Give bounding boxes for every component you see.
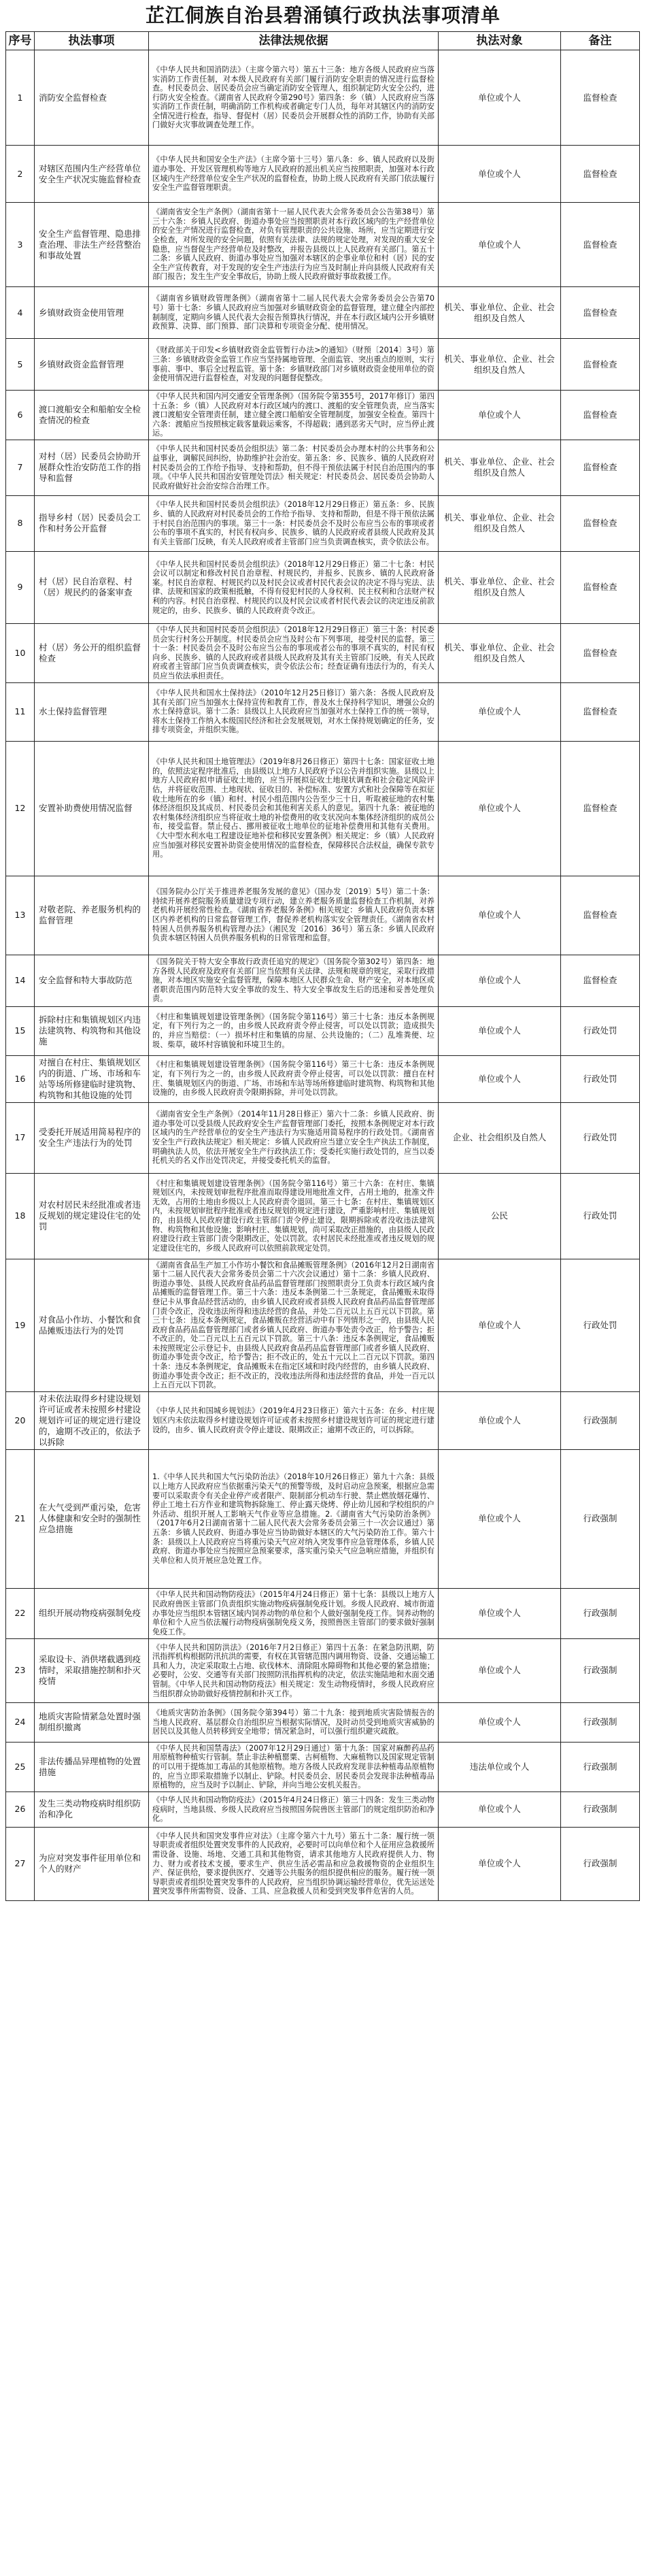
legal-basis: 《中华人民共和国城乡规划法》（2019年4月23日修正）第六十五条：在乡、村庄规划区内未依法取得乡村建设规划许可证或者未按照乡村建设规划许可证的规定进行建设的，由乡、镇人民政府责令停止建设、限期改正；逾期不改正的，可以拆除。 bbox=[149, 1391, 439, 1449]
row-note: 监督检查 bbox=[561, 50, 640, 146]
row-note: 行政处罚 bbox=[561, 1102, 640, 1173]
enforcement-target: 单位或个人 bbox=[439, 203, 561, 287]
table-row bbox=[6, 1259, 640, 1391]
enforcement-table bbox=[5, 31, 640, 1901]
enforcement-target: 单位或个人 bbox=[439, 50, 561, 146]
row-note: 行政强制 bbox=[561, 1742, 640, 1791]
enforcement-target: 单位或个人 bbox=[439, 1449, 561, 1588]
enforcement-target: 单位或个人 bbox=[439, 391, 561, 440]
header-no: 序号 bbox=[6, 32, 35, 50]
row-note: 行政强制 bbox=[561, 1638, 640, 1702]
enforcement-target: 机关、事业单位、企业、社会组织及自然人 bbox=[439, 287, 561, 339]
row-note: 监督检查 bbox=[561, 391, 640, 440]
legal-basis: 《湖南省安全生产条例》（2014年11月28日修正）第六十二条：乡镇人民政府、街道办事处可以受县级人民政府安全生产监督管理部门委托，按照本条例规定对本行政区域内的生产经营单位的安全生产违法行为实施适用简易程序的行政处罚。《湖南省安全生产行政执法规定》相关规定：乡镇人民政府应当建立安全生产执法工作制度，明确执法人员，依法开展安全生产行政执法工作；受委托实施行政处罚的，应当以委托机关的名义作出处罚决定，并接受委托机关的监督。 bbox=[149, 1102, 439, 1173]
row-number: 3 bbox=[6, 203, 35, 287]
enforcement-item: 指导乡村（居）民委员会工作和村务公开监督 bbox=[35, 495, 149, 551]
table-row bbox=[6, 440, 640, 495]
table-row bbox=[6, 339, 640, 391]
legal-basis: 《中华人民共和国动物防疫法》（2015年4月24日修正）第十七条：县级以上地方人民政府兽医主管部门负责组织实施动物疫病强制免疫计划。乡级人民政府、城市街道办事处应当组织本管辖区域内饲养动物的单位和个人做好强制免疫工作。饲养动物的单位和个人应当依法履行动物疫病强制免疫义务，按照兽医主管部门的要求做好强制免疫工作。 bbox=[149, 1588, 439, 1638]
legal-basis: 《中华人民共和国消防法》（主席令第六号）第五十三条：地方各级人民政府应当落实消防工作责任制，对本级人民政府有关部门履行消防安全职责的情况进行监督检查。村民委员会、居民委员会应当确定消防安全管理人，组织制定防火安全公约，进行防火安全检查。《湖南省人民政府令第290号》第四条：乡（镇）人民政府应当落实消防工作责任制，明确消防工作机构或者确定专门人员，每年对其辖区内的消防安全情况进行检查，指导、督促村（居）民委员会开展群众性的消防工作，协助有关部门做好火灾事故调查处理工作。 bbox=[149, 50, 439, 146]
legal-basis: 《国务院关于特大安全事故行政责任追究的规定》（国务院令第302号）第四条：地方各级人民政府及政府有关部门应当依照有关法律、法规和规章的规定，采取行政措施，对本地区实施安全监督管理，保障本地区人民群众生命、财产安全，对本地区或者职责范围内防范特大安全事故的发生、特大安全事故发生后的迅速和妥善处理负责。 bbox=[149, 955, 439, 1006]
enforcement-item: 渡口渡船安全和船舶安全检查情况的检查 bbox=[35, 391, 149, 440]
enforcement-target: 单位或个人 bbox=[439, 1791, 561, 1827]
row-note: 行政处罚 bbox=[561, 1173, 640, 1259]
legal-basis: 《湖南省安全生产条例》（湖南省第十一届人民代表大会常务委员会公告第38号）第三十六条：乡镇人民政府、街道办事处应当按照职责对本行政区域内的生产经营单位的安全生产情况进行监督检查，对负有管理职责的公共设施、场所，应当定期进行安全检查，对所发现的安全问题，依照有关法律、法规的规定处理，对发现的重大安全隐患，应当督促生产经营单位及时整改，并报告县级以上人民政府有关部门。第五十二条：乡镇人民政府、街道办事处应当加强对本辖区的企事业单位和村（居）民的安全生产宣传教育，对于发现的安全生产违法行为应当及时制止并向县级人民政府有关部门报告；发生生产安全事故后，协助上级人民政府做好事故救援工作。 bbox=[149, 203, 439, 287]
table-row bbox=[6, 682, 640, 741]
row-number: 24 bbox=[6, 1702, 35, 1742]
table-row bbox=[6, 1702, 640, 1742]
enforcement-item: 对食品小作坊、小餐饮和食品摊贩违法行为的处罚 bbox=[35, 1259, 149, 1391]
row-number: 26 bbox=[6, 1791, 35, 1827]
legal-basis: 《中华人民共和国禁毒法》（2007年12月29日通过）第十九条：国家对麻醉药品药用原植物种植实行管制。禁止非法种植罂粟、古柯植物、大麻植物以及国家规定管制的可以用于提炼加工毒品的其他原植物。地方各级人民政府发现非法种植毒品原植物的，应当立即采取措施予以制止、铲除。村民委员会、居民委员会发现非法种植毒品原植物的，应当及时予以制止、铲除，并向当地公安机关报告。 bbox=[149, 1742, 439, 1791]
row-note: 监督检查 bbox=[561, 495, 640, 551]
enforcement-item: 对农村居民未经批准或者违反规划的规定建设住宅的处罚 bbox=[35, 1173, 149, 1259]
legal-basis: 《国务院办公厅关于推进养老服务发展的意见》（国办发〔2019〕5号）第二十条：持续开展养老院服务质量建设专项行动，建立养老服务质量监督检查工作机制，对养老机构开展经常性检查。《湖南省养老服务条例》相关规定：乡镇人民政府负责本辖区内养老机构的日常监督管理工作，督促养老机构落实安全管理责任。《湖南省农村特困人员供养服务机构管理办法》（湘民发〔2016〕36号）第五条：乡镇人民政府负责本辖区特困人员供养服务机构的日常管理和监督。 bbox=[149, 876, 439, 955]
enforcement-target: 单位或个人 bbox=[439, 1827, 561, 1900]
legal-basis: 《村庄和集镇规划建设管理条例》（国务院令第116号）第三十六条：在村庄、集镇规划区内，未按规划审批程序批准而取得建设用地批准文件，占用土地的，批准文件无效，占用的土地由乡级以上人民政府责令退回。第三十七条：在村庄、集镇规划区内，未按规划审批程序批准或者违反规划的规定进行建设，严重影响村庄、集镇规划的，由县级人民政府建设行政主管部门责令停止建设，限期拆除或者没收违法建筑物、构筑物和其他设施；影响村庄、集镇规划，尚可采取改正措施的，由县级人民政府建设行政主管部门责令限期改正，处以罚款。农村居民未经批准或者违反规划的规定建设住宅的，乡级人民政府可以依照前款规定处罚。 bbox=[149, 1173, 439, 1259]
row-note: 监督检查 bbox=[561, 741, 640, 876]
row-note: 行政处罚 bbox=[561, 1259, 640, 1391]
enforcement-item: 村（居）务公开的组织监督检查 bbox=[35, 623, 149, 682]
legal-basis: 《中华人民共和国土地管理法》（2019年8月26日修正）第四十七条：国家征收土地的，依照法定程序批准后，由县级以上地方人民政府予以公告并组织实施。县级以上地方人民政府拟申请征收土地的，应当开展拟征收土地现状调查和社会稳定风险评估，并将征收范围、土地现状、征收目的、补偿标准、安置方式和社会保障等在拟征收土地所在的乡（镇）和村、村民小组范围内公告至少三十日，听取被征地的农村集体经济组织及其成员、村民委员会和其他利害关系人的意见。第四十九条：被征地的农村集体经济组织应当将征收土地的补偿费用的收支状况向本集体经济组织的成员公布，接受监督。禁止侵占、挪用被征收土地单位的征地补偿费用和其他有关费用。《大中型水利水电工程建设征地补偿和移民安置条例》相关规定：乡（镇）人民政府应当加强对移民安置补助资金使用情况的监督检查，保障移民合法权益，确保专款专用。 bbox=[149, 741, 439, 876]
row-number: 5 bbox=[6, 339, 35, 391]
legal-basis: 《中华人民共和国水土保持法》（2010年12月25日修订）第六条：各级人民政府及其有关部门应当加强水土保持宣传和教育工作，普及水土保持科学知识，增强公众的水土保持意识。第十二条：县级以上人民政府应当加强对水土保持工作的统一领导，将水土保持工作纳入本级国民经济和社会发展规划，对水土保持规划确定的任务，安排专项资金，并组织实施。 bbox=[149, 682, 439, 741]
enforcement-item: 在大气受到严重污染，危害人体健康和安全时的强制性应急措施 bbox=[35, 1449, 149, 1588]
table-row bbox=[6, 1638, 640, 1702]
enforcement-item: 水土保持监督管理 bbox=[35, 682, 149, 741]
row-note: 监督检查 bbox=[561, 440, 640, 495]
row-number: 21 bbox=[6, 1449, 35, 1588]
legal-basis: 《中华人民共和国村民委员会组织法》（2018年12月29日修正）第三十条：村民委员会实行村务公开制度。村民委员会应当及时公布下列事项，接受村民的监督。第三十一条：村民委员会不及时公布应当公布的事项或者公布的事项不真实的，村民有权向乡、民族乡、镇的人民政府或者县级人民政府及其有关主管部门反映，有关人民政府或者主管部门应当负责调查核实，责令依法公布；经查证确有违法行为的，有关人员应当依法承担责任。 bbox=[149, 623, 439, 682]
enforcement-item: 拆除村庄和集镇规划区内违法建筑物、构筑物和其他设施 bbox=[35, 1006, 149, 1055]
row-number: 25 bbox=[6, 1742, 35, 1791]
row-number: 2 bbox=[6, 146, 35, 203]
enforcement-target: 机关、事业单位、企业、社会组织及自然人 bbox=[439, 339, 561, 391]
row-number: 22 bbox=[6, 1588, 35, 1638]
enforcement-item: 对辖区范围内生产经营单位安全生产状况实施监督检查 bbox=[35, 146, 149, 203]
row-number: 1 bbox=[6, 50, 35, 146]
enforcement-target: 违法单位或个人 bbox=[439, 1742, 561, 1791]
row-note: 行政强制 bbox=[561, 1391, 640, 1449]
row-number: 17 bbox=[6, 1102, 35, 1173]
enforcement-target: 单位或个人 bbox=[439, 1588, 561, 1638]
row-note: 行政强制 bbox=[561, 1791, 640, 1827]
legal-basis: 《湖南省乡镇财政管理条例》（湖南省第十二届人民代表大会常务委员会公告第70号）第十七条：乡镇人民政府应当加强对乡镇财政资金的监督管理，建立健全内部控制制度，定期向乡镇人民代表大会报告预算执行情况，并在本行政区域内公开乡镇财政预算、决算、部门预算、部门决算和专项资金分配、使用情况。 bbox=[149, 287, 439, 339]
enforcement-item: 发生三类动物疫病时组织防治和净化 bbox=[35, 1791, 149, 1827]
enforcement-item: 对村（居）民委员会协助开展群众性治安防范工作的指导和监督 bbox=[35, 440, 149, 495]
row-number: 13 bbox=[6, 876, 35, 955]
table-row bbox=[6, 1102, 640, 1173]
enforcement-target: 单位或个人 bbox=[439, 1391, 561, 1449]
enforcement-target: 单位或个人 bbox=[439, 876, 561, 955]
table-row bbox=[6, 1791, 640, 1827]
row-note: 监督检查 bbox=[561, 876, 640, 955]
enforcement-item: 对未依法取得乡村建设规划许可证或者未按照乡村建设规划许可证的规定进行建设的，逾期不改正的，依法予以拆除 bbox=[35, 1391, 149, 1449]
row-number: 10 bbox=[6, 623, 35, 682]
table-row bbox=[6, 1449, 640, 1588]
enforcement-item: 消防安全监督检查 bbox=[35, 50, 149, 146]
legal-basis: 《中华人民共和国村民委员会组织法》第二条：村民委员会办理本村的公共事务和公益事业，调解民间纠纷，协助维护社会治安。第五条：乡、民族乡、镇的人民政府对村民委员会的工作给予指导、支持和帮助，但不得干预依法属于村民自治范围内的事项。《中华人民共和国治安管理处罚法》相关规定：村民委员会、居民委员会协助人民政府做好社会治安综合治理工作。 bbox=[149, 440, 439, 495]
table-row bbox=[6, 741, 640, 876]
enforcement-target: 单位或个人 bbox=[439, 1006, 561, 1055]
enforcement-item: 为应对突发事件征用单位和个人的财产 bbox=[35, 1827, 149, 1900]
table-row bbox=[6, 203, 640, 287]
table-row bbox=[6, 1055, 640, 1102]
enforcement-target: 单位或个人 bbox=[439, 955, 561, 1006]
table-row bbox=[6, 495, 640, 551]
legal-basis: 1.《中华人民共和国大气污染防治法》（2018年10月26日修正）第九十六条：县级以上地方人民政府应当依据重污染天气的预警等级，及时启动应急预案，根据应急需要可以采取责令有关企业停产或者限产、限制部分机动车行驶、禁止燃放烟花爆竹、停止工地土石方作业和建筑物拆除施工、停止露天烧烤、停止幼儿园和学校组织的户外活动、组织开展人工影响天气作业等应急措施。2.《湖南省大气污染防治条例》（2017年6月2日湖南省第十二届人民代表大会常务委员会第三十一次会议通过）第五条：乡镇人民政府、街道办事处应当协助做好本辖区的大气污染防治工作。第六十条：县级以上人民政府应当将重污染天气应对纳入突发事件应急管理体系，乡镇人民政府、街道办事处应当按照应急预案要求，落实重污染天气应急响应措施，并组织有关单位和人员开展应急处置工作。 bbox=[149, 1449, 439, 1588]
enforcement-target: 机关、事业单位、企业、社会组织及自然人 bbox=[439, 623, 561, 682]
enforcement-item: 安全生产监督管理、隐患排查治理、非法生产经营整治和事故处置 bbox=[35, 203, 149, 287]
row-number: 15 bbox=[6, 1006, 35, 1055]
row-number: 9 bbox=[6, 551, 35, 623]
row-note: 行政强制 bbox=[561, 1827, 640, 1900]
row-note: 行政处罚 bbox=[561, 1055, 640, 1102]
enforcement-item: 乡镇财政资金监督管理 bbox=[35, 339, 149, 391]
row-number: 20 bbox=[6, 1391, 35, 1449]
row-note: 监督检查 bbox=[561, 339, 640, 391]
enforcement-item: 采取设卡、消供堵截遇到疫情时，采取措施控制和扑灭疫情 bbox=[35, 1638, 149, 1702]
table-row bbox=[6, 955, 640, 1006]
row-note: 监督检查 bbox=[561, 146, 640, 203]
row-note: 行政处罚 bbox=[561, 1006, 640, 1055]
row-number: 19 bbox=[6, 1259, 35, 1391]
header-note: 备注 bbox=[561, 32, 640, 50]
enforcement-target: 机关、事业单位、企业、社会组织及自然人 bbox=[439, 495, 561, 551]
row-number: 16 bbox=[6, 1055, 35, 1102]
row-note: 监督检查 bbox=[561, 287, 640, 339]
row-number: 14 bbox=[6, 955, 35, 1006]
row-number: 7 bbox=[6, 440, 35, 495]
enforcement-item: 地质灾害险情紧急处置时强制组织撤离 bbox=[35, 1702, 149, 1742]
row-note: 行政强制 bbox=[561, 1588, 640, 1638]
legal-basis: 《中华人民共和国防洪法》（2016年7月2日修正）第四十五条：在紧急防汛期，防汛指挥机构根据防汛抗洪的需要，有权在其管辖范围内调用物资、设备、交通运输工具和人力，决定采取取土占地、砍伐林木、清除阻水障碍物和其他必要的紧急措施；必要时，公安、交通等有关部门按照防汛指挥机构的决定，依法实施陆地和水面交通管制。《中华人民共和国动物防疫法》相关规定：发生动物疫情时，乡级人民政府应当组织群众协助做好疫情控制和扑灭工作。 bbox=[149, 1638, 439, 1702]
legal-basis: 《中华人民共和国村民委员会组织法》（2018年12月29日修正）第五条：乡、民族乡、镇的人民政府对村民委员会的工作给予指导、支持和帮助，但是不得干预依法属于村民自治范围内的事项。第三十一条：村民委员会不及时公布应当公布的事项或者公布的事项不真实的，村民有权向乡、民族乡、镇的人民政府或者县级人民政府及其有关主管部门反映，有关人民政府或者主管部门应当负责调查核实，责令依法公布。 bbox=[149, 495, 439, 551]
row-note: 监督检查 bbox=[561, 203, 640, 287]
table-header-row bbox=[6, 32, 640, 50]
header-item: 执法事项 bbox=[35, 32, 149, 50]
table-row bbox=[6, 1173, 640, 1259]
enforcement-target: 公民 bbox=[439, 1173, 561, 1259]
enforcement-item: 对敬老院、养老服务机构的监督管理 bbox=[35, 876, 149, 955]
legal-basis: 《中华人民共和国安全生产法》（主席令第十三号）第八条：乡、镇人民政府以及街道办事处、开发区管理机构等地方人民政府的派出机关应当按照职责，加强对本行政区域内生产经营单位安全生产状况的监督检查，协助上级人民政府有关部门依法履行安全生产监督管理职责。 bbox=[149, 146, 439, 203]
enforcement-item: 对擅自在村庄、集镇规划区内的街道、广场、市场和车站等场所修建临时建筑物、构筑物和其他设施的处罚 bbox=[35, 1055, 149, 1102]
row-note: 监督检查 bbox=[561, 682, 640, 741]
enforcement-target: 单位或个人 bbox=[439, 682, 561, 741]
legal-basis: 《中华人民共和国村民委员会组织法》（2018年12月29日修正）第二十七条：村民会议可以制定和修改村民自治章程、村规民约，并报乡、民族乡、镇的人民政府备案。村民自治章程、村规民约以及村民会议或者村民代表会议的决定不得与宪法、法律、法规和国家的政策相抵触，不得有侵犯村民的人身权利、民主权利和合法财产权利的内容。村民自治章程、村规民约以及村民会议或者村民代表会议的决定违反前款规定的，由乡、民族乡、镇的人民政府责令改正。 bbox=[149, 551, 439, 623]
legal-basis: 《地质灾害防治条例》（国务院令第394号）第二十九条：接到地质灾害险情报告的当地人民政府、基层群众自治组织应当根据实际情况，及时动员受到地质灾害威胁的居民以及其他人员转移到安全地带；情况紧急时，可以强行组织避灾疏散。 bbox=[149, 1702, 439, 1742]
enforcement-target: 单位或个人 bbox=[439, 1702, 561, 1742]
table-row bbox=[6, 287, 640, 339]
enforcement-target: 单位或个人 bbox=[439, 1638, 561, 1702]
table-row bbox=[6, 1742, 640, 1791]
table-row bbox=[6, 1391, 640, 1449]
table-row bbox=[6, 1006, 640, 1055]
table-row bbox=[6, 623, 640, 682]
header-target: 执法对象 bbox=[439, 32, 561, 50]
legal-basis: 《湖南省食品生产加工小作坊小餐饮和食品摊贩管理条例》（2016年12月2日湖南省第十二届人民代表大会常务委员会第二十六次会议通过）第十二条：乡镇人民政府、街道办事处、县级人民政府食品药品监督管理部门按照职责分工负责本行政区域内食品摊贩的监督管理工作。第三十六条：违反本条例第二十三条规定，食品摊贩未取得登记卡从事食品经营活动的，由乡镇人民政府或者县级人民政府食品药品监督管理部门责令改正，没收违法所得和违法经营的食品，并处二百元以上五百元以下罚款。第三十七条：违反本条例规定，食品摊贩在经营活动中有下列情形之一的，由县级人民政府食品药品监督管理部门或者乡镇人民政府、街道办事处责令改正，给予警告；拒不改正的，处二百元以上五百元以下罚款。第三十八条：违反本条例规定，食品摊贩未按照规定公示登记卡，由县级人民政府食品药品监督管理部门或者乡镇人民政府、街道办事处责令改正，给予警告；拒不改正的，处五十元以上二百元以下罚款。第四十条：违反本条例规定，食品摊贩未在指定区域和时段内经营的，由乡镇人民政府、街道办事处责令改正；拒不改正的，没收违法所得和违法经营的食品，并处一百元以上五百元以下罚款。 bbox=[149, 1259, 439, 1391]
enforcement-target: 单位或个人 bbox=[439, 146, 561, 203]
row-number: 4 bbox=[6, 287, 35, 339]
enforcement-target: 企业、社会组织及自然人 bbox=[439, 1102, 561, 1173]
row-note: 监督检查 bbox=[561, 623, 640, 682]
table-row bbox=[6, 391, 640, 440]
enforcement-target: 单位或个人 bbox=[439, 741, 561, 876]
enforcement-target: 机关、事业单位、企业、社会组织及自然人 bbox=[439, 440, 561, 495]
enforcement-item: 村（居）民自治章程、村（居）规民约的备案审查 bbox=[35, 551, 149, 623]
enforcement-target: 单位或个人 bbox=[439, 1055, 561, 1102]
table-row bbox=[6, 146, 640, 203]
legal-basis: 《村庄和集镇规划建设管理条例》（国务院令第116号）第三十七条：违反本条例规定，有下列行为之一的，由乡级人民政府责令停止侵害，可以处以罚款：擅自在村庄、集镇规划区内的街道、广场、市场和车站等场所修建临时建筑物、构筑物和其他设施的，由乡级人民政府责令限期拆除，并可处以罚款。 bbox=[149, 1055, 439, 1102]
table-row bbox=[6, 50, 640, 146]
table-row bbox=[6, 876, 640, 955]
legal-basis: 《财政部关于印发<乡镇财政资金监管暂行办法>的通知》（财预〔2014〕3号）第三条：乡镇财政资金监管工作应当坚持属地管理、全面监管、突出重点的原则，实行事前、事中、事后全过程监管。第十条：乡镇财政部门对乡镇财政资金使用单位的资金使用情况进行监督检查，对发现的问题督促整改。 bbox=[149, 339, 439, 391]
row-note: 监督检查 bbox=[561, 551, 640, 623]
row-number: 12 bbox=[6, 741, 35, 876]
legal-basis: 《村庄和集镇规划建设管理条例》（国务院令第116号）第三十七条：违反本条例规定，有下列行为之一的，由乡级人民政府责令停止侵害，可以处以罚款；造成损失的，并应当赔偿：（一）损坏村庄和集镇的房屋、公共设施的；（二）乱堆粪便、垃圾、柴草，破坏村容镇貌和环境卫生的。 bbox=[149, 1006, 439, 1055]
header-basis: 法律法规依据 bbox=[149, 32, 439, 50]
table-row bbox=[6, 551, 640, 623]
row-note: 行政强制 bbox=[561, 1449, 640, 1588]
enforcement-item: 组织开展动物疫病强制免疫 bbox=[35, 1588, 149, 1638]
enforcement-target: 单位或个人 bbox=[439, 1259, 561, 1391]
legal-basis: 《中华人民共和国内河交通安全管理条例》（国务院令第355号，2017年修订）第四十五条：乡（镇）人民政府对本行政区域内的渡口、渡船的安全管理负责，应当落实渡口渡船安全管理责任制，建立健全渡口船舶安全管理制度，加强安全检查。第四十六条：渡船应当按照核定载客量载运乘客，不得超载；遇到恶劣天气时，应当停止渡运。 bbox=[149, 391, 439, 440]
enforcement-item: 安全监督和特大事故防范 bbox=[35, 955, 149, 1006]
table-row bbox=[6, 1588, 640, 1638]
row-number: 11 bbox=[6, 682, 35, 741]
row-number: 8 bbox=[6, 495, 35, 551]
table-row bbox=[6, 1827, 640, 1900]
row-number: 6 bbox=[6, 391, 35, 440]
enforcement-item: 乡镇财政资金使用管理 bbox=[35, 287, 149, 339]
row-number: 23 bbox=[6, 1638, 35, 1702]
row-number: 18 bbox=[6, 1173, 35, 1259]
row-number: 27 bbox=[6, 1827, 35, 1900]
enforcement-item: 受委托开展适用简易程序的安全生产违法行为的处罚 bbox=[35, 1102, 149, 1173]
row-note: 行政强制 bbox=[561, 1702, 640, 1742]
page-title: 芷江侗族自治县碧涌镇行政执法事项清单 bbox=[145, 4, 500, 27]
enforcement-item: 安置补助费使用情况监督 bbox=[35, 741, 149, 876]
row-note: 监督检查 bbox=[561, 955, 640, 1006]
legal-basis: 《中华人民共和国突发事件应对法》（主席令第六十九号）第五十二条：履行统一领导职责或者组织处置突发事件的人民政府，必要时可以向单位和个人征用应急救援所需设备、设施、场地、交通工具和其他物资，请求其他地方人民政府提供人力、物力、财力或者技术支援，要求生产、供应生活必需品和应急救援物资的企业组织生产、保证供给，要求提供医疗、交通等公共服务的组织提供相应的服务。履行统一领导职责或者组织处置突发事件的人民政府，应当组织协调运输经营单位，优先运送处置突发事件所需物资、设备、工具、应急救援人员和受到突发事件危害的人员。 bbox=[149, 1827, 439, 1900]
enforcement-target: 机关、事业单位、企业、社会组织及自然人 bbox=[439, 551, 561, 623]
legal-basis: 《中华人民共和国动物防疫法》（2015年4月24日修正）第三十四条：发生三类动物疫病时，当地县级、乡级人民政府应当按照国务院兽医主管部门的规定组织防治和净化。 bbox=[149, 1791, 439, 1827]
enforcement-item: 非法传播品异理植物的处置措施 bbox=[35, 1742, 149, 1791]
